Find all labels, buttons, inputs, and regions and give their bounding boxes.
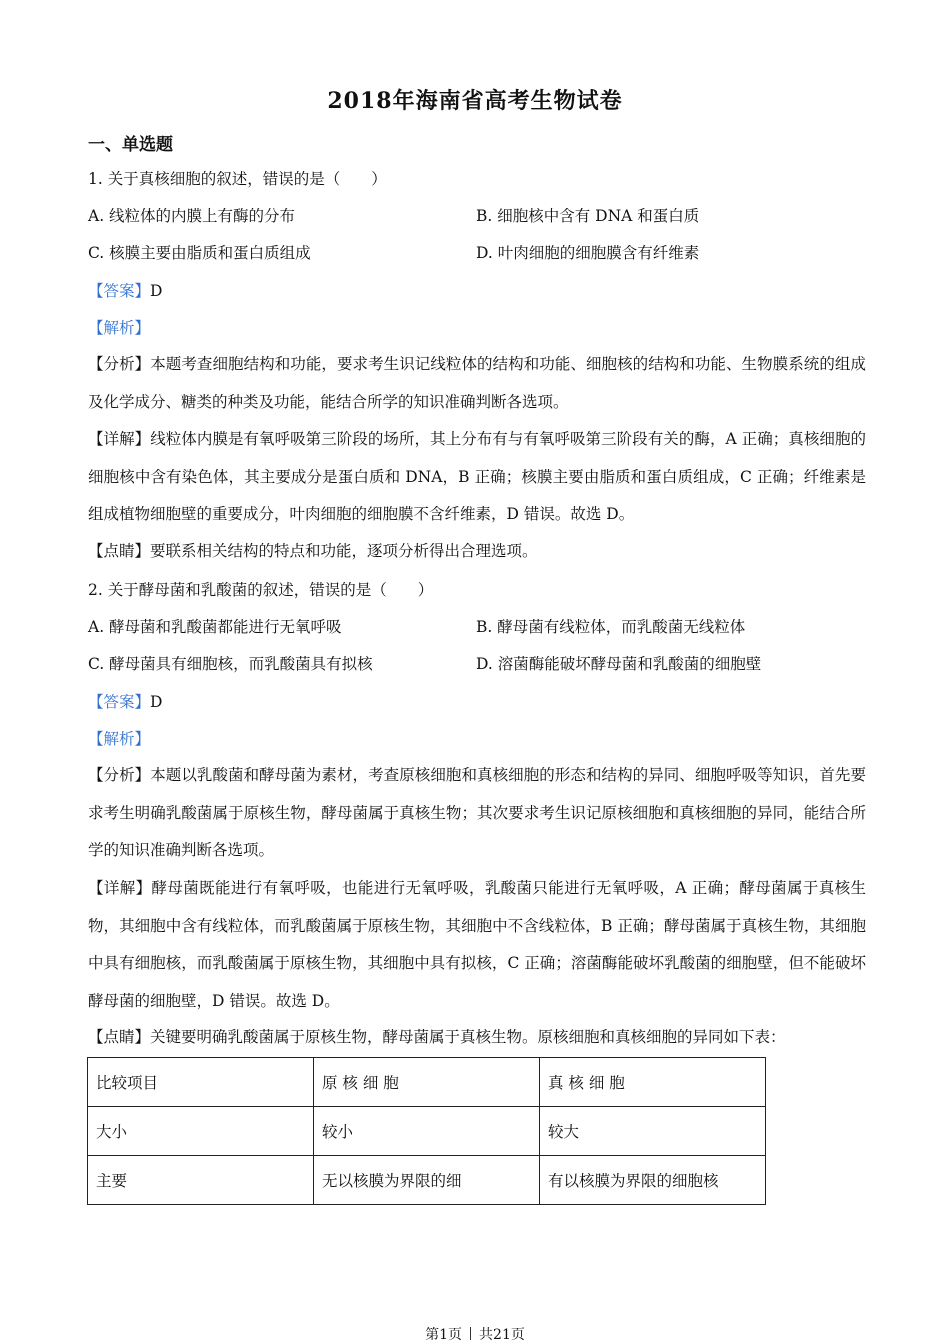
q2-option-b: B. 酵母菌有线粒体，而乳酸菌无线粒体: [476, 618, 746, 636]
q2-tip-text: 关键要明确乳酸菌属于原核生物，酵母菌属于真核生物。原核细胞和真核细胞的异同如下表：: [150, 1028, 786, 1046]
q1-answer-value: D: [150, 282, 163, 300]
table-header-cell: 真 核 细 胞: [540, 1058, 766, 1107]
page-number: 第1页: [425, 1327, 463, 1343]
q1-stem: 1. 关于真核细胞的叙述，错误的是（ ）: [88, 170, 387, 188]
table-cell: 较小: [314, 1107, 540, 1156]
comparison-table: [87, 1057, 766, 1205]
q1-detail-tag: 【详解】: [88, 430, 151, 448]
page-title: 2018年海南省高考生物试卷: [327, 88, 623, 114]
q1-answer: [88, 280, 162, 302]
q2-detail-tag: 【详解】: [88, 879, 152, 897]
q2-stem: 2. 关于酵母菌和乳酸菌的叙述，错误的是（ ）: [88, 581, 434, 599]
q2-tip-tag: 【点睛】: [88, 1028, 151, 1046]
q1-option-c: C. 核膜主要由脂质和蛋白质组成: [88, 244, 311, 262]
q2-option-a: A. 酵母菌和乳酸菌都能进行无氧呼吸: [88, 618, 342, 636]
q2-option-c: C. 酵母菌具有细胞核，而乳酸菌具有拟核: [88, 655, 373, 673]
q1-analysis-tag: 【分析】: [88, 355, 151, 373]
table-header-row: [88, 1058, 766, 1107]
q1-option-a: A. 线粒体的内膜上有酶的分布: [88, 207, 296, 225]
q2-detail: [88, 870, 866, 1020]
table-cell: 主要: [88, 1156, 314, 1205]
q1-tip-text: 要联系相关结构的特点和功能，逐项分析得出合理选项。: [150, 542, 538, 560]
q2-answer-tag: 【答案】: [88, 693, 151, 711]
q1-option-d: D. 叶肉细胞的细胞膜含有纤维素: [476, 244, 700, 262]
q2-jiexi-tag: 【解析】: [88, 730, 151, 748]
table-row: [88, 1156, 766, 1205]
q1-jiexi-tag: 【解析】: [88, 319, 151, 337]
table-cell: 较大: [540, 1107, 766, 1156]
table-header-cell: 原 核 细 胞: [314, 1058, 540, 1107]
q2-option-d: D. 溶菌酶能破坏酵母菌和乳酸菌的细胞壁: [476, 655, 762, 673]
footer-divider: [470, 1327, 471, 1340]
q2-analysis-text: 本题以乳酸菌和酵母菌为素材，考查原核细胞和真核细胞的形态和结构的异同、细胞呼吸等知识，首先要求考生明确乳酸菌属于原核生物，酵母菌属于真核生物；其次要求考生识记原核细胞和真核细胞的异同，能结合所学的知识准确判断各选项。: [88, 766, 866, 859]
q1-analysis-text: 本题考查细胞结构和功能，要求考生识记线粒体的结构和功能、细胞核的结构和功能、生物膜系统的组成及化学成分、糖类的种类及功能，能结合所学的知识准确判断各选项。: [88, 355, 866, 411]
q2-analysis-tag: 【分析】: [88, 766, 151, 784]
q1-detail: [88, 421, 866, 534]
q2-tip: [88, 1019, 866, 1057]
q1-tip: [88, 533, 866, 571]
q1-detail-text: 线粒体内膜是有氧呼吸第三阶段的场所，其上分布有与有氧呼吸第三阶段有关的酶，A 正确；真核细胞的细胞核中含有染色体，其主要成分是蛋白质和 DNA，B 正确；核膜主要由脂质和蛋白质组成，C 正确；纤维素是组成植物细胞壁的重要成分，叶肉细胞的细胞膜不含纤维素，D 错误。故选 D。: [88, 430, 866, 523]
q1-tip-tag: 【点睛】: [88, 542, 151, 560]
q2-detail-text: 酵母菌既能进行有氧呼吸，也能进行无氧呼吸，乳酸菌只能进行无氧呼吸，A 正确；酵母菌属于真核生物，其细胞中含有线粒体，而乳酸菌属于原核生物，其细胞中不含线粒体，B 正确；酵母菌属于真核生物，其细胞中具有细胞核，而乳酸菌属于原核生物，其细胞中具有拟核，C 正确；溶菌酶能破坏乳酸菌的细胞壁，但不能破坏酵母菌的细胞壁，D 错误。故选 D。: [88, 879, 866, 1010]
table-row: [88, 1107, 766, 1156]
q2-analysis: [88, 757, 866, 870]
table-cell: 有以核膜为界限的细胞核: [540, 1156, 766, 1205]
q2-answer: [88, 691, 162, 713]
q1-answer-tag: 【答案】: [88, 282, 151, 300]
page-footer: [0, 1324, 950, 1344]
table-cell: 无以核膜为界限的细: [314, 1156, 540, 1205]
q2-answer-value: D: [150, 693, 163, 711]
table-header-cell: 比较项目: [88, 1058, 314, 1107]
section-heading: 一、单选题: [88, 135, 173, 155]
q1-option-b: B. 细胞核中含有 DNA 和蛋白质: [476, 207, 700, 225]
q1-analysis: [88, 346, 866, 421]
page-total: 共21页: [479, 1327, 525, 1343]
table-cell: 大小: [88, 1107, 314, 1156]
